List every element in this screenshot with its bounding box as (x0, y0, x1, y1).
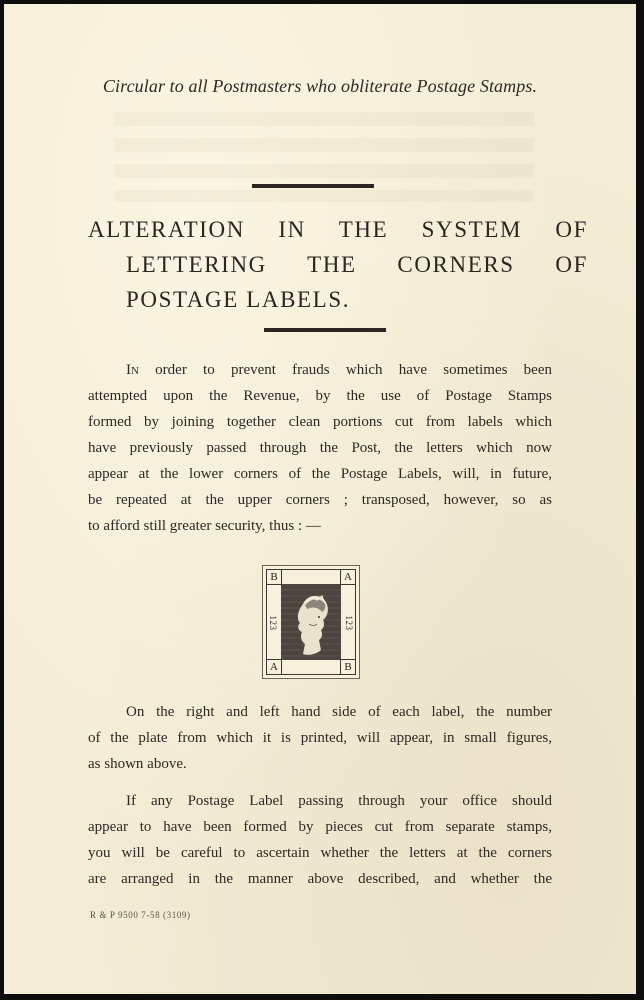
paragraph-3-line: you will be careful to ascertain whether the letters at the corners (88, 845, 552, 861)
document-title (88, 212, 588, 317)
stamp-corner-letter-top-right: A (340, 569, 356, 585)
paragraph-1-line: attempted upon the Revenue, by the use of Postage Stamps (88, 388, 552, 404)
title-line-1: ALTERATION IN THE SYSTEM OF (88, 217, 588, 242)
paragraph-3-line: If any Postage Label passing through your office should (126, 793, 552, 809)
paragraph-3-line: appear to have been formed by pieces cut from separate stamps, (88, 819, 552, 835)
stamp-plate-number-right: 123 (344, 615, 354, 631)
queen-portrait-icon (281, 584, 341, 660)
circular-page (4, 4, 636, 994)
paragraph-1-line: In order to prevent frauds which have sometimes been (126, 362, 552, 378)
stamp-corner-letter-bottom-left: A (266, 659, 282, 675)
paragraph-fraud-prevention (88, 357, 552, 539)
paragraph-1-line: to afford still greater security, thus : — (88, 518, 321, 534)
paragraph-plate-number (88, 699, 552, 777)
paragraph-2-line: On the right and left hand side of each label, the number (126, 704, 552, 720)
show-through-texture (114, 112, 534, 202)
paragraph-1-line: be repeated at the upper corners ; transposed, however, so as (88, 492, 552, 508)
stamp-illustration (262, 565, 360, 679)
stamp-plate-number-left: 123 (268, 615, 278, 631)
printer-imprint: R & P 9500 7-58 (3109) (90, 910, 191, 920)
title-line-3: POSTAGE LABELS. (126, 287, 351, 312)
top-divider-rule (252, 184, 374, 188)
paragraph-3-line: are arranged in the manner above described, and whether the (88, 871, 552, 887)
title-divider-rule (264, 328, 386, 332)
paragraph-2-line: as shown above. (88, 756, 187, 772)
drop-word: In (126, 362, 139, 378)
stamp-corner-letter-top-left: B (266, 569, 282, 585)
paragraph-1-line: appear at the lower corners of the Postage Labels, will, in future, (88, 466, 552, 482)
title-line-2: LETTERING THE CORNERS OF (126, 252, 588, 277)
paragraph-inspection-instructions (88, 788, 552, 892)
paragraph-2-line: of the plate from which it is printed, will appear, in small figures, (88, 730, 552, 746)
paragraph-1-line: formed by joining together clean portions cut from labels which (88, 414, 552, 430)
stamp-corner-letter-bottom-right: B (340, 659, 356, 675)
paragraph-1-line: have previously passed through the Post, the letters which now (88, 440, 552, 456)
circular-heading: Circular to all Postmasters who obliterate Postage Stamps. (102, 76, 538, 96)
